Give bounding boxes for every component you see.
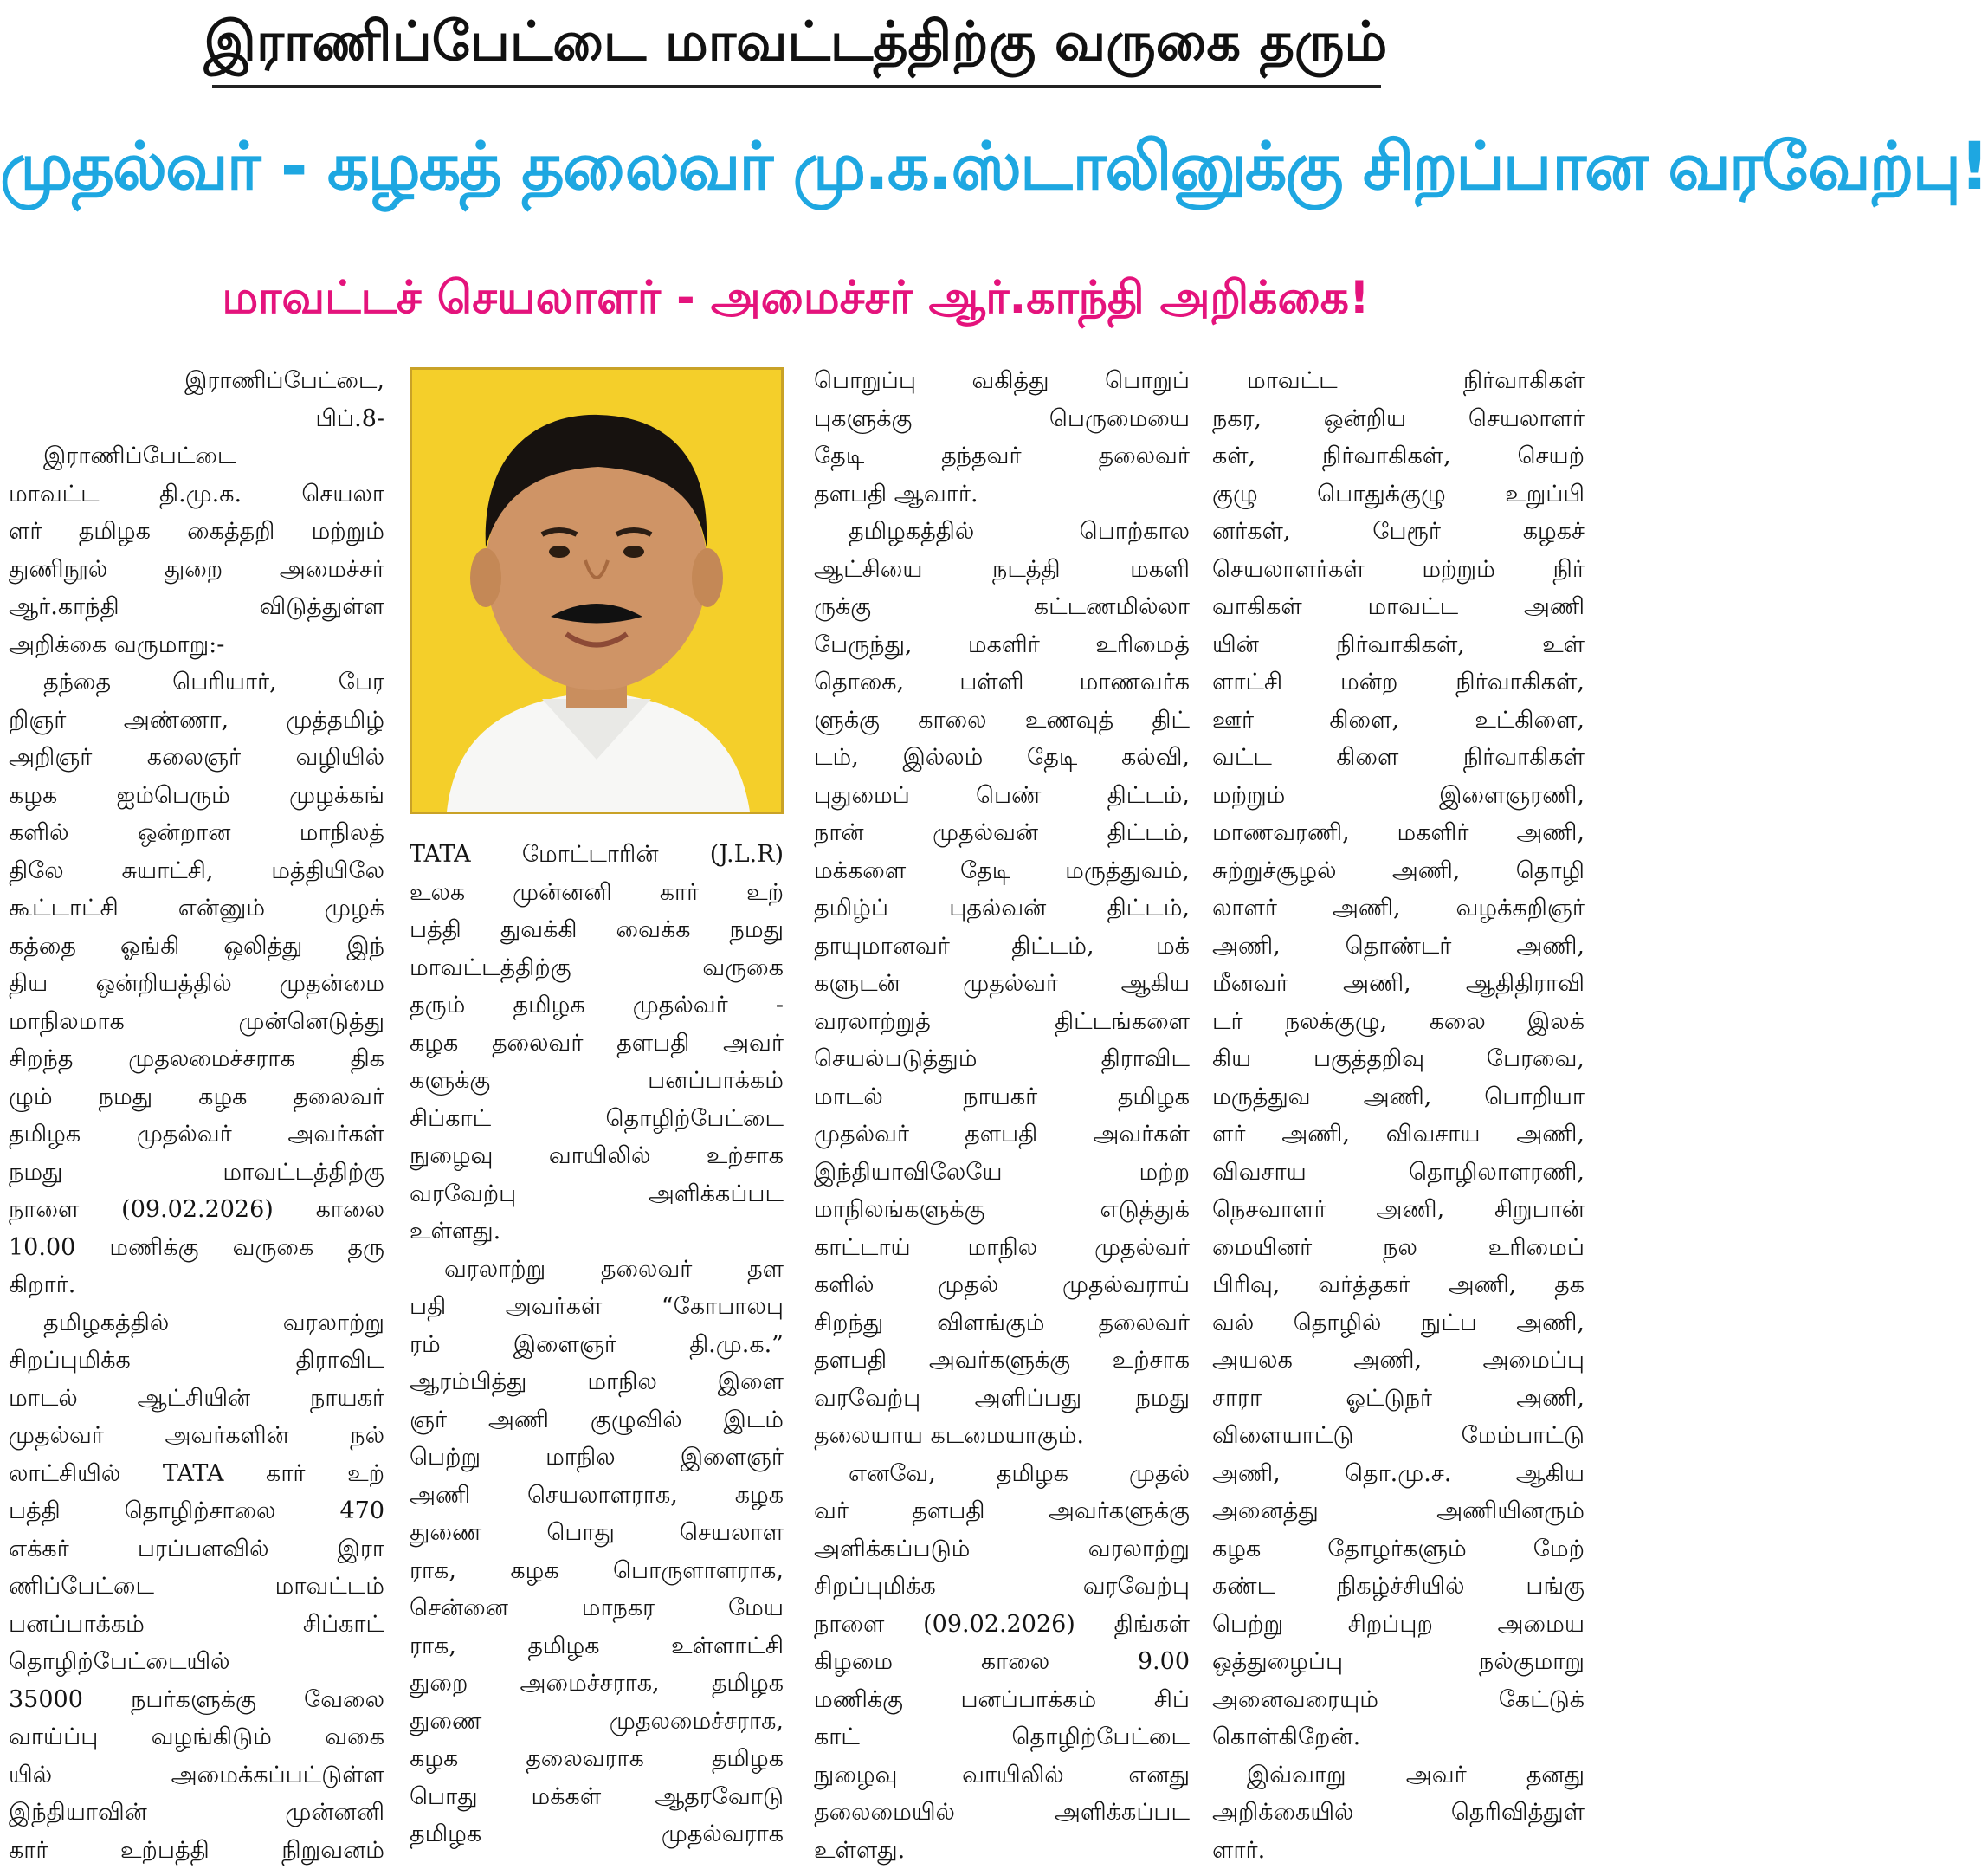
text-line: ழும் நமது கழக தலைவர் <box>9 1078 384 1116</box>
text-line: தந்தை பெரியார், பேர <box>9 663 384 702</box>
text-line: பொது மக்கள் ஆதரவோடு <box>410 1778 784 1816</box>
text-line: கள், நிர்வாகிகள், செயற் <box>1212 437 1585 475</box>
text-line: உள்ளது. <box>814 1832 1190 1869</box>
text-line: இவ்வாறு அவர் தனது <box>1212 1756 1585 1795</box>
text-line: குழு பொதுக்குழு உறுப்பி <box>1212 475 1585 514</box>
text-line: கத்தை ஓங்கி ஒலித்து இந் <box>9 928 384 966</box>
text-line: துணை பொது செயலாள <box>410 1514 784 1552</box>
text-line: தொழிற்பேட்டையில் <box>9 1643 384 1681</box>
text-line: சிறப்புமிக்க வரவேற்பு <box>814 1568 1190 1606</box>
text-line: கண்ட நிகழ்ச்சியில் பங்கு <box>1212 1568 1585 1606</box>
portrait-photo <box>410 367 784 814</box>
text-line: யின் நிர்வாகிகள், உள் <box>1212 626 1585 664</box>
text-line: கிறார். <box>9 1266 384 1304</box>
text-line: றிஞர் அண்ணா, முத்தமிழ் <box>9 702 384 740</box>
kicker-heading: இராணிப்பேட்டை மாவட்டத்திற்கு வருகை தரும் <box>0 7 1591 76</box>
text-line: கார் உற்பத்தி நிறுவனம் <box>9 1832 384 1869</box>
sub-headline: மாவட்டச் செயலாளர் - அமைச்சர் ஆர்.காந்தி அறிக்கை! <box>0 264 1591 332</box>
text-line: அணி செயலாளராக, கழக <box>410 1477 784 1515</box>
text-line: தமிழக முதல்வர் அவர்கள் <box>9 1116 384 1154</box>
text-line: வரவேற்பு அளிப்பது நமது <box>814 1380 1190 1418</box>
text-line: காட் தொழிற்பேட்டை <box>814 1718 1190 1756</box>
text-line: மக்களை தேடி மருத்துவம், <box>814 852 1190 890</box>
text-line: ஆரம்பித்து மாநில இளை <box>410 1363 784 1401</box>
text-line: தளபதி அவர்களுக்கு உற்சாக <box>814 1342 1190 1380</box>
text-line: வர் தளபதி அவர்களுக்கு <box>814 1492 1190 1530</box>
text-line: சுற்றுச்சூழல் அணி, தொழி <box>1212 852 1585 890</box>
article-column-3 <box>814 362 1190 1869</box>
text-line: சிறந்த முதலமைச்சராக திக <box>9 1040 384 1078</box>
text-line: தமிழகத்தில் வரலாற்று <box>9 1304 384 1342</box>
portrait-illustration <box>412 370 781 812</box>
text-line: துணிநூல் துறை அமைச்சர் <box>9 551 384 589</box>
text-line: அனைவரையும் கேட்டுக் <box>1212 1681 1585 1719</box>
text-line: பெற்று மாநில இளைஞர் <box>410 1439 784 1477</box>
text-line: சாரா ஓட்டுநர் அணி, <box>1212 1380 1585 1418</box>
text-line: நமது மாவட்டத்திற்கு <box>9 1154 384 1192</box>
text-line: ளர் தமிழக கைத்தறி மற்றும் <box>9 513 384 551</box>
text-line: புதுமைப் பெண் திட்டம், <box>814 777 1190 815</box>
kicker-underline <box>212 85 1381 88</box>
article-column-1 <box>9 362 384 1869</box>
text-line: பத்தி துவக்கி வைக்க நமது <box>410 911 784 949</box>
text-line: பொறுப்பு வகித்து பொறுப் <box>814 362 1190 400</box>
text-line: மாடல் ஆட்சியின் நாயகர் <box>9 1380 384 1418</box>
text-line: லாட்சியில் TATA கார் உற் <box>9 1455 384 1493</box>
text-line: தேடி தந்தவர் தலைவர் <box>814 437 1190 475</box>
text-line: தலையாய கடமையாகும். <box>814 1417 1190 1455</box>
text-line: களில் ஒன்றான மாநிலத் <box>9 814 384 852</box>
text-line: திய ஒன்றியத்தில் முதன்மை <box>9 965 384 1003</box>
text-line: அணி, தொண்டர் அணி, <box>1212 928 1585 966</box>
text-line: னர்கள், பேரூர் கழகச் <box>1212 513 1585 551</box>
text-line: ஆட்சியை நடத்தி மகளி <box>814 551 1190 589</box>
text-line: கொள்கிறேன். <box>1212 1718 1585 1756</box>
text-line: யில் அமைக்கப்பட்டுள்ள <box>9 1756 384 1795</box>
text-line: ணிப்பேட்டை மாவட்டம் <box>9 1568 384 1606</box>
text-line: பேருந்து, மகளிர் உரிமைத் <box>814 626 1190 664</box>
text-line: சென்னை மாநகர மேய <box>410 1589 784 1627</box>
text-line: ஞர் அணி குழுவில் இடம் <box>410 1401 784 1439</box>
text-line: சிறப்புமிக்க திராவிட <box>9 1342 384 1380</box>
text-line: மாணவரணி, மகளிர் அணி, <box>1212 814 1585 852</box>
text-line: தமிழக முதல்வராக <box>410 1815 784 1853</box>
text-line: பிரிவு, வர்த்தகர் அணி, தக <box>1212 1266 1585 1304</box>
text-line: கிய பகுத்தறிவு பேரவை, <box>1212 1040 1585 1078</box>
text-line: மாடல் நாயகர் தமிழக <box>814 1078 1190 1116</box>
text-line: தலைமையில் அளிக்கப்பட <box>814 1794 1190 1832</box>
text-line: திலே சுயாட்சி, மத்தியிலே <box>9 852 384 890</box>
text-line: ஆர்.காந்தி விடுத்துள்ள <box>9 588 384 626</box>
text-line: ஒத்துழைப்பு நல்குமாறு <box>1212 1643 1585 1681</box>
text-line: களுக்கு பனப்பாக்கம் <box>410 1062 784 1100</box>
text-line: விளையாட்டு மேம்பாட்டு <box>1212 1417 1585 1455</box>
text-line: தொகை, பள்ளி மாணவர்க <box>814 663 1190 702</box>
text-line: நான் முதல்வன் திட்டம், <box>814 814 1190 852</box>
text-line: அனைத்து அணியினரும் <box>1212 1492 1585 1530</box>
text-line: ஊர் கிளை, உட்கிளை, <box>1212 702 1585 740</box>
text-line: இந்தியாவின் முன்னனி <box>9 1794 384 1832</box>
text-line: மருத்துவ அணி, பொறியா <box>1212 1078 1585 1116</box>
text-line: காட்டாய் மாநில முதல்வர் <box>814 1229 1190 1267</box>
text-line: ராக, கழக பொருளாளராக, <box>410 1552 784 1590</box>
text-line: வாகிகள் மாவட்ட அணி <box>1212 588 1585 626</box>
text-line: சிறந்து விளங்கும் தலைவர் <box>814 1304 1190 1342</box>
text-line: மையினர் நல உரிமைப் <box>1212 1229 1585 1267</box>
text-line: அறிஞர் கலைஞர் வழியில் <box>9 739 384 777</box>
text-line: உலக முன்னனி கார் உற் <box>410 874 784 912</box>
text-line: டம், இல்லம் தேடி கல்வி, <box>814 739 1190 777</box>
text-line: தரும் தமிழக முதல்வர் - <box>410 986 784 1025</box>
text-line: மற்றும் இளைஞரணி, <box>1212 777 1585 815</box>
text-line: கழக தலைவராக தமிழக <box>410 1740 784 1778</box>
text-line: பதி அவர்கள் “கோபாலபு <box>410 1288 784 1326</box>
text-line: லாளர் அணி, வழக்கறிஞர் <box>1212 889 1585 928</box>
text-line: கழக ஐம்பெரும் முழக்கங் <box>9 777 384 815</box>
dateline-place: இராணிப்பேட்டை, <box>9 362 384 400</box>
text-line: வரவேற்பு அளிக்கப்பட <box>410 1175 784 1213</box>
text-line: கழக தோழர்களும் மேற் <box>1212 1530 1585 1568</box>
text-line: எக்கர் பரப்பளவில் இரா <box>9 1530 384 1568</box>
text-line: களுடன் முதல்வர் ஆகிய <box>814 965 1190 1003</box>
text-line: மாவட்டத்திற்கு வருகை <box>410 949 784 987</box>
text-line: அணி, தொ.மு.ச. ஆகிய <box>1212 1455 1585 1493</box>
text-line: மணிக்கு பனப்பாக்கம் சிப் <box>814 1681 1190 1719</box>
text-line: 35000 நபர்களுக்கு வேலை <box>9 1681 384 1719</box>
text-line: முதல்வர் அவர்களின் நல் <box>9 1417 384 1455</box>
dateline-date: பிப்.8- <box>9 400 384 438</box>
text-line: நாளை (09.02.2026) காலை <box>9 1191 384 1229</box>
text-line: புகளுக்கு பெருமையை <box>814 400 1190 438</box>
text-line: கிழமை காலை 9.00 <box>814 1643 1190 1681</box>
text-line: ருக்கு கட்டணமில்லா <box>814 588 1190 626</box>
text-line: ரம் இளைஞர் தி.மு.க.” <box>410 1326 784 1364</box>
text-line: மீனவர் அணி, ஆதிதிராவி <box>1212 965 1585 1003</box>
text-line: துணை முதலமைச்சராக, <box>410 1703 784 1741</box>
text-line: மாநிலங்களுக்கு எடுத்துக் <box>814 1191 1190 1229</box>
text-line: செயல்படுத்தும் திராவிட <box>814 1040 1190 1078</box>
article-column-4 <box>1212 362 1585 1869</box>
text-line: நுழைவு வாயிலில் உற்சாக <box>410 1137 784 1175</box>
text-line: வரலாற்று தலைவர் தள <box>410 1251 784 1289</box>
text-line: தளபதி ஆவார். <box>814 475 1190 514</box>
text-line: பத்தி தொழிற்சாலை 470 <box>9 1492 384 1530</box>
text-line: ளுக்கு காலை உணவுத் திட் <box>814 702 1190 740</box>
text-line: நுழைவு வாயிலில் எனது <box>814 1756 1190 1795</box>
text-line: நாளை (09.02.2026) திங்கள் <box>814 1606 1190 1644</box>
text-line: விவசாய தொழிலாளரணி, <box>1212 1154 1585 1192</box>
text-line: மாநிலமாக முன்னெடுத்து <box>9 1003 384 1041</box>
text-line: ளர் அணி, விவசாய அணி, <box>1212 1116 1585 1154</box>
text-line: களில் முதல் முதல்வராய் <box>814 1266 1190 1304</box>
text-line: தமிழ்ப் புதல்வன் திட்டம், <box>814 889 1190 928</box>
main-headline: முதல்வர் - கழகத் தலைவர் மு.க.ஸ்டாலினுக்கு சிறப்பான வரவேற்பு! <box>0 114 1591 218</box>
text-line: நெசவாளர் அணி, சிறுபான் <box>1212 1191 1585 1229</box>
text-line: செயலாளர்கள் மற்றும் நிர் <box>1212 551 1585 589</box>
text-line: TATA மோட்டாரின் (J.L.R) <box>410 836 784 874</box>
text-line: ராக, தமிழக உள்ளாட்சி <box>410 1627 784 1665</box>
text-line: வல் தொழில் நுட்ப அணி, <box>1212 1304 1585 1342</box>
text-line: அளிக்கப்படும் வரலாற்று <box>814 1530 1190 1568</box>
text-line: பெற்று சிறப்புற அமைய <box>1212 1606 1585 1644</box>
text-line: கூட்டாட்சி என்னும் முழக் <box>9 889 384 928</box>
text-line: முதல்வர் தளபதி அவர்கள் <box>814 1116 1190 1154</box>
text-line: இராணிப்பேட்டை <box>9 437 384 475</box>
text-line: ளாட்சி மன்ற நிர்வாகிகள், <box>1212 663 1585 702</box>
text-line: 10.00 மணிக்கு வருகை தரு <box>9 1229 384 1267</box>
text-line: நகர, ஒன்றிய செயலாளர் <box>1212 400 1585 438</box>
text-line: வரலாற்றுத் திட்டங்களை <box>814 1003 1190 1041</box>
text-line: தமிழகத்தில் பொற்கால <box>814 513 1190 551</box>
text-line: அறிக்கையில் தெரிவித்துள் <box>1212 1794 1585 1832</box>
text-line: அறிக்கை வருமாறு:- <box>9 626 384 664</box>
text-line: மாவட்ட நிர்வாகிகள் <box>1212 362 1585 400</box>
text-line: அயலக அணி, அமைப்பு <box>1212 1342 1585 1380</box>
text-line: ளார். <box>1212 1832 1585 1869</box>
text-line: இந்தியாவிலேயே மற்ற <box>814 1154 1190 1192</box>
text-line: மாவட்ட தி.மு.க. செயலா <box>9 475 384 514</box>
text-line: எனவே, தமிழக முதல் <box>814 1455 1190 1493</box>
text-line: கழக தலைவர் தளபதி அவர் <box>410 1025 784 1063</box>
text-line: வட்ட கிளை நிர்வாகிகள் <box>1212 739 1585 777</box>
text-line: டர் நலக்குழு, கலை இலக் <box>1212 1003 1585 1041</box>
text-line: உள்ளது. <box>410 1213 784 1251</box>
text-line: வாய்ப்பு வழங்கிடும் வகை <box>9 1718 384 1756</box>
text-line: பனப்பாக்கம் சிப்காட் <box>9 1606 384 1644</box>
article-column-2 <box>410 836 784 1853</box>
text-line: துறை அமைச்சராக, தமிழக <box>410 1665 784 1703</box>
text-line: தாயுமானவர் திட்டம், மக் <box>814 928 1190 966</box>
text-line: சிப்காட் தொழிற்பேட்டை <box>410 1100 784 1138</box>
